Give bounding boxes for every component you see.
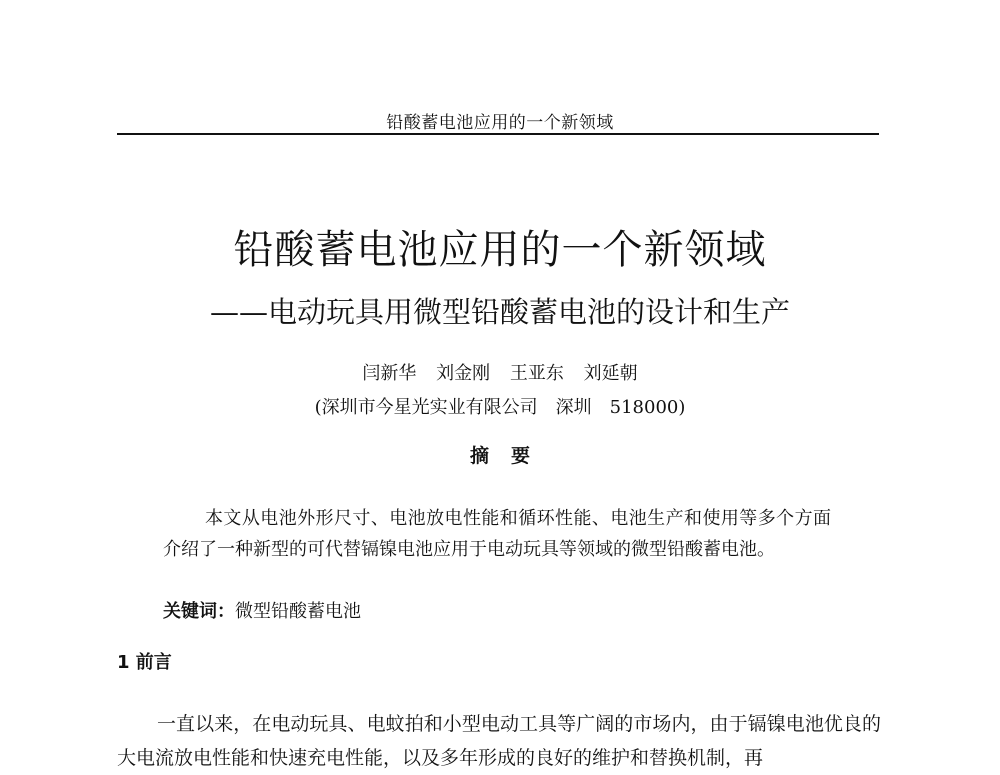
header-rule xyxy=(117,133,879,135)
keywords-line xyxy=(163,596,831,627)
affiliation-postcode: 518000) xyxy=(609,397,686,418)
affiliation-city: 深圳 xyxy=(555,397,592,418)
author-name: 闫新华 xyxy=(362,363,417,384)
affiliation-org: (深圳市今星光实业有限公司 xyxy=(314,397,538,418)
author-name: 刘金刚 xyxy=(436,363,491,384)
paper-subtitle: ——电动玩具用微型铅酸蓄电池的设计和生产 xyxy=(209,295,790,329)
author-list xyxy=(0,359,1000,385)
author-name: 王亚东 xyxy=(509,363,564,384)
abstract-heading: 摘要 xyxy=(469,445,552,467)
abstract-body: 本文从电池外形尺寸、电池放电性能和循环性能、电池生产和使用等多个方面介绍了一种新型的可代替镉镍电池应用于电动玩具等领域的微型铅酸蓄电池。 xyxy=(163,508,831,560)
section-heading: 1 前言 xyxy=(117,652,172,673)
running-header: 铅酸蓄电池应用的一个新领域 xyxy=(386,113,614,133)
affiliation xyxy=(0,393,1000,419)
body-paragraph: 一直以来，在电动玩具、电蚊拍和小型电动工具等广阔的市场内，由于镉镍电池优良的大电流放电性能和快速充电性能，以及多年形成的良好的维护和替换机制，再 xyxy=(117,713,881,769)
keywords-label: 关键词： xyxy=(163,601,235,622)
paper-title: 铅酸蓄电池应用的一个新领域 xyxy=(233,227,767,273)
keywords-value: 微型铅酸蓄电池 xyxy=(235,601,361,622)
author-name: 刘延朝 xyxy=(583,363,638,384)
